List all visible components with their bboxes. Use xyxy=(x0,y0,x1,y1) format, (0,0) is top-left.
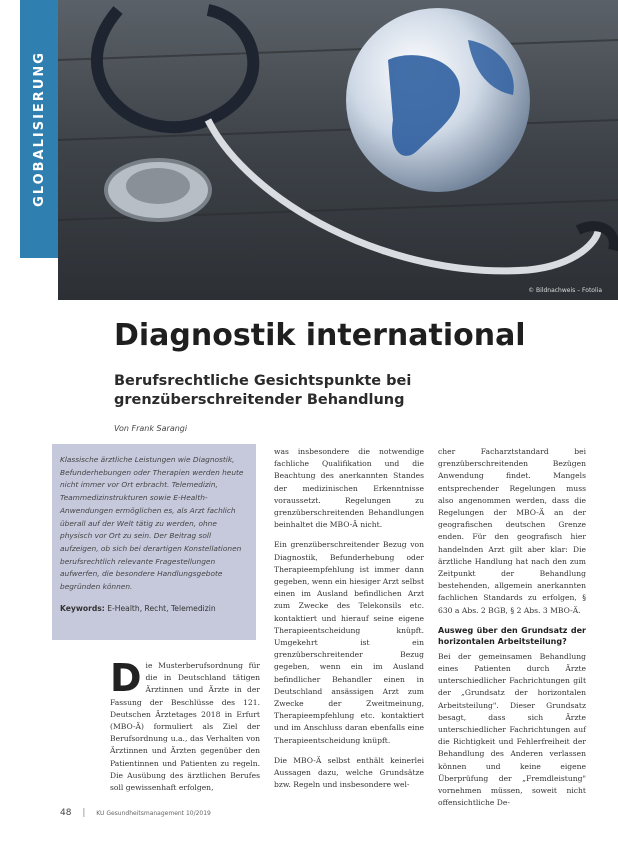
column-2-paragraph-2: Ein grenzüberschreitender Bezug von Diagnostik, Befunderhebung oder Therapieempfehlung ist immer dann gegeben, wenn ein hiesiger Arzt selbst einen im Ausland befindlichen Arzt zum Zwecke des Telekonsils etc. kontaktiert und hierauf seine eigene Therapieentscheidung knüpft. Umgekehrt ist ein grenzüberschreitender Bezug gegeben, wenn ein im Ausland befindlicher Behandler einen in Deutschland ansässigen Arzt zum Zwecke der Zweitmeinung, Therapieempfehlung etc. kontaktiert und im Anschluss daran ebenfalls eine Therapieentscheidung knüpft. xyxy=(274,540,424,745)
page-footer xyxy=(60,808,211,818)
column-1-text: ie Musterberufsordnung für die in Deutschland tätigen Ärztinnen und Ärzte in der Fassung der Beschlüsse des 121. Deutschen Ärztetages 2018 in Erfurt (MBO-Ä) formuliert als Ziel der Berufsordnung u.a., das Verhalten von Ärztinnen und Ärzten gegenüber den Patientinnen und Patienten zu regeln. Die Ausübung des ärztlichen Berufes soll gewissenhaft erfolgen, xyxy=(110,661,260,793)
section-sidebar xyxy=(20,0,58,258)
column-3-paragraph-2: Bei der gemeinsamen Behandlung eines Patienten durch Ärzte unterschiedlicher Fachrichtungen gilt der „Grundsatz der horizontalen Arbeitsteilung". Dieser Grundsatz besagt, dass sich Ärzte unterschiedlicher Fachrichtungen auf die Richtigkeit und Fehlerfreiheit der Behandlung des Anderen verlassen können und keine eigene Überprüfung der „Fremdleistung" vornehmen müssen, soweit nicht offensichtliche De- xyxy=(438,651,586,808)
column-3-paragraph-1: cher Facharztstandard bei grenzüberschreitenden Bezügen Anwendung findet. Mangels entsprechender Regelungen muss also angenommen werden, dass die Regelungen der MBO-Ä an der geografischen deutschen Grenze enden. Für den geografisch hier handelnden Arzt gilt aber klar: Die ärztliche Handlung hat nach den zum Zeitpunkt der Behandlung bestehenden, allgemein anerkannten fachlichen Standards zu erfolgen, § 630 a Abs. 2 BGB, § 2 Abs. 3 MBO-Ä. xyxy=(438,447,586,615)
body-column-2 xyxy=(274,446,424,799)
hero-image xyxy=(58,0,618,300)
image-credit: © Bildnachweis – Fotolia xyxy=(528,287,602,294)
section-label: GLOBALISIERUNG xyxy=(31,51,47,207)
keywords-values: E-Health, Recht, Telemedizin xyxy=(107,603,216,613)
article-subtitle: Berufsrechtliche Gesichtspunkte bei grenzüberschreitender Behandlung xyxy=(114,373,412,408)
abstract-text: Klassische ärztliche Leistungen wie Diagnostik, Befunderhebungen oder Therapien werden heute nicht immer vor Ort erbracht. Telemedizin, Teammedizinstrukturen sowie E-Health-Anwendungen ermöglichen es, als Arzt fachlich überall auf der Welt tätig zu werden, ohne physisch vor Ort zu sein. Der Beitrag soll aufzeigen, ob sich bei derartigen Konstellationen berufsrechtlich relevante Fragestellungen aufwerfen, die besondere Handlungsgebote begründen können. xyxy=(60,455,244,592)
stethoscope-globe-photo xyxy=(58,0,618,300)
page-number: 48 xyxy=(60,808,72,818)
section-heading: Ausweg über den Grundsatz der horizontalen Arbeitsteilung? xyxy=(438,625,586,646)
keywords-label: Keywords: xyxy=(60,603,105,613)
footer-separator: | xyxy=(82,808,86,818)
keywords xyxy=(60,604,248,613)
article-title: Diagnostik international xyxy=(114,318,526,353)
article-author: Von Frank Sarangi xyxy=(114,424,188,433)
body-column-1 xyxy=(110,656,260,794)
column-2-paragraph-3: Die MBO-Ä selbst enthält keinerlei Aussagen dazu, welche Grundsätze bzw. Regeln und insbesondere wel- xyxy=(274,755,424,790)
body-column-3 xyxy=(438,446,586,817)
drop-cap: D xyxy=(110,656,142,700)
abstract-box xyxy=(52,444,256,640)
column-2-paragraph-1: was insbesondere die notwendige fachliche Qualifikation und die Beachtung des anerkannten Standes der medizinischen Erkenntnisse voraussetzt. Regelungen zu grenzüberschreitenden Behandlungen beinhaltet die MBO-Ä nicht. xyxy=(274,447,424,530)
magazine-name: KU Gesundheitsmanagement 10/2019 xyxy=(96,810,211,817)
